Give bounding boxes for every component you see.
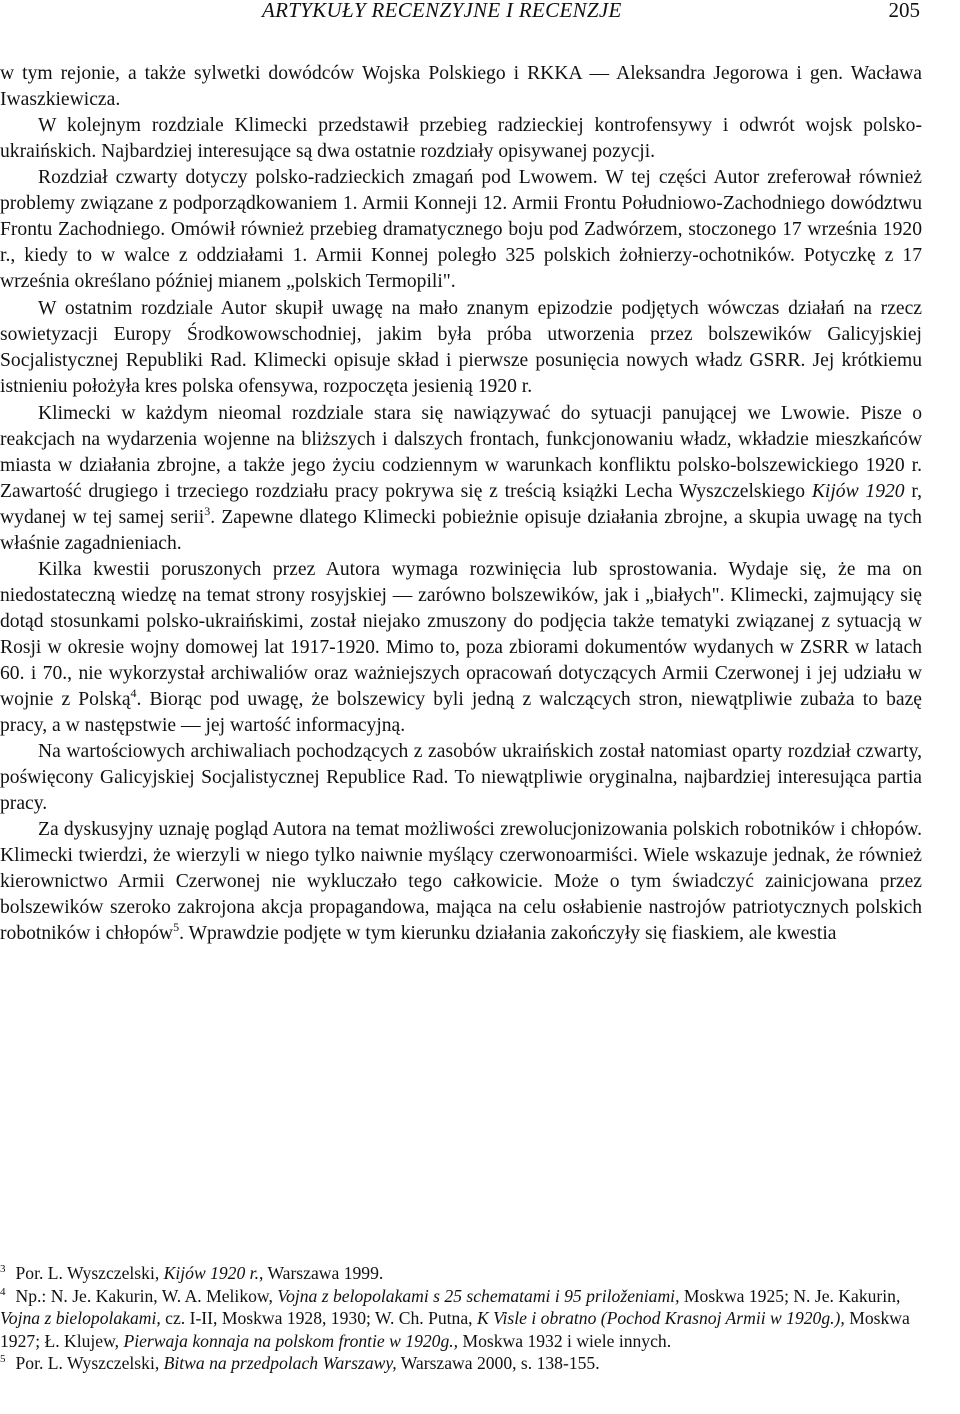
paragraph-5-text-a: Klimecki w każdym nieomal rozdziale stara się nawiązywać do sytuacji panującej we Lwowie. Pisze o reakcjach na wydarzenia wojenne na bliższych i dalszych frontach, funkcjonowaniu władz, wkładzie mieszkańców miasta w działania zbrojne, a także jego życiu codziennym w warunkach konfliktu polsko-bolszewickiego 1920 r. Zawartość drugiego i trzeciego rozdziału pracy pokrywa się z treścią książki Lecha Wyszczelskiego bbox=[0, 403, 922, 502]
article-body bbox=[0, 61, 922, 947]
footnote-3-title: Kijów 1920 r. bbox=[163, 1263, 259, 1283]
paragraph-8 bbox=[0, 817, 922, 947]
paragraph-3: Rozdział czwarty dotyczy polsko-radzieckich zmagań pod Lwowem. W tej części Autor zreferował również problemy związane z podporządkowaniem 1. Armii Konneji 12. Armii Frontu Południowo-Zachodniego dowództwu Frontu Zachodniego. Omówił również przebieg dramatycznego boju pod Zadwórzem, stoczonego 17 września 1920 r., kiedy to w walce z oddziałami 1. Armii Konnej poległo 325 polskich żołnierzy-ochotników. Potyczkę z 17 września określano później mianem „polskich Termopili". bbox=[0, 167, 922, 292]
footnote-4-text-c: cz. I-II, Moskwa 1928, 1930; W. Ch. Putna, bbox=[160, 1308, 477, 1329]
page-number: 205 bbox=[888, 0, 920, 22]
footnote-5-number: 5 bbox=[0, 1353, 6, 1366]
book-title-kijow: Kijów 1920 bbox=[811, 481, 905, 502]
footnote-5-text-b: Warszawa 2000, s. 138-155. bbox=[396, 1353, 600, 1374]
footnote-3 bbox=[0, 1262, 930, 1285]
paragraph-6 bbox=[0, 557, 922, 739]
footnote-5 bbox=[0, 1352, 930, 1375]
footnote-ref-4[interactable]: 4 bbox=[130, 686, 137, 700]
paragraph-7: Na wartościowych archiwaliach pochodzących z zasobów ukraińskich został natomiast oparty rozdział czwarty, poświęcony Galicyjskiej Socjalistycznej Republice Rad. To niewątpliwie oryginalna, najbardziej interesująca partia pracy. bbox=[0, 741, 922, 814]
footnote-4-text-b: Moskwa 1925; N. Je. Kakurin, bbox=[679, 1285, 901, 1306]
paragraph-6-text-a: Kilka kwestii poruszonych przez Autora wymaga rozwinięcia lub sprostowania. Wydaje się, że ma on niedostateczną wiedzę na temat strony rosyjskiej — zarówno bolszewików, jak i „białych". Klimecki, zajmujący się dotąd stosunkami polsko-ukraińskimi, został niejako zmuszony do podjęcia także tematyki związanej z sytuacją w Rosji w okresie wojny domowej lat 1917-1920. Mimo to, poza zbiorami dokumentów wydanych w ZSRR w latach 60. i 70., nie wykorzystał archiwaliów oraz ważniejszych opracowań dotyczących Armii Czerwonej i jej udziału w wojnie z Polską bbox=[0, 559, 922, 710]
footnote-5-title: Bitwa na przedpolach Warszawy, bbox=[163, 1353, 397, 1374]
footnote-5-text-a: Por. L. Wyszczelski, bbox=[15, 1353, 164, 1374]
running-header bbox=[262, 0, 920, 26]
footnote-4-text-a: Np.: N. Je. Kakurin, W. A. Melikow, bbox=[15, 1285, 278, 1306]
paragraph-4: W ostatnim rozdziale Autor skupił uwagę na mało znanym epizodzie podjętych wówczas działań na rzecz sowietyzacji Europy Środkowowschodniej, jakim była próba utworzenia przez bolszewików Galicyjskiej Socjalistycznej Republiki Rad. Klimecki opisuje skład i pierwsze posunięcia nowych władz GSRR. Jej krótkiemu istnieniu położyła kres polska ofensywa, rozpoczęta jesienią 1920 r. bbox=[0, 298, 922, 397]
footnote-4-title-2: Vojna z bielopolakami, bbox=[0, 1308, 161, 1329]
paragraph-2: W kolejnym rozdziale Klimecki przedstawił przebieg radzieckiej kontrofensywy i odwrót wojsk polsko-ukraińskich. Najbardziej interesujące są dwa ostatnie rozdziały opisywanej pozycji. bbox=[0, 115, 922, 162]
footnote-3-text-a: Por. L. Wyszczelski, bbox=[15, 1263, 164, 1283]
footnote-4-number: 4 bbox=[0, 1285, 6, 1298]
footnote-4-text-d: Moskwa 1927; Ł. Klujew, bbox=[0, 1308, 910, 1351]
footnote-4-title-1: Vojna z belopolakami s 25 schematami i 95 priloženiami, bbox=[277, 1285, 680, 1306]
footnote-4-title-3: K Visle i obratno (Pochod Krasnoj Armii w 1920g.), bbox=[476, 1308, 845, 1329]
paragraph-8-text-b: . Wprawdzie podjęte w tym kierunku działania zakończyły się fiaskiem, ale kwestia bbox=[179, 923, 837, 944]
footnote-ref-5[interactable]: 5 bbox=[173, 920, 180, 934]
footnote-3-number: 3 bbox=[0, 1263, 6, 1275]
footnote-3-text-b: , Warszawa 1999. bbox=[258, 1263, 384, 1283]
paragraph-6-text-b: . Biorąc pod uwagę, że bolszewicy byli jedną z walczących stron, niewątpliwie zubaża to bazę pracy, a w następstwie — jej wartość informacyjną. bbox=[0, 689, 922, 736]
running-title: ARTYKUŁY RECENZYJNE I RECENZJE bbox=[262, 0, 622, 22]
paragraph-1: w tym rejonie, a także sylwetki dowódców Wojska Polskiego i RKKA — Aleksandra Jegorowa i gen. Wacława Iwaszkiewicza. bbox=[0, 63, 922, 110]
footnote-ref-3[interactable]: 3 bbox=[204, 504, 211, 518]
footnotes bbox=[0, 1262, 930, 1375]
footnote-4-text-e: Moskwa 1932 i wiele innych. bbox=[458, 1330, 672, 1351]
paragraph-5-text-b: r, wydanej w tej samej serii bbox=[0, 481, 922, 528]
paragraph-8-text-a: Za dyskusyjny uznaję pogląd Autora na temat możliwości zrewolucjonizowania polskich robotników i chłopów. Klimecki twierdzi, że wierzyli w niego tylko naiwnie myślący czerwonoarmiści. Wiele wskazuje jednak, że również kierownictwo Armii Czerwonej nie wykluczało tego całkowicie. Może o tym świadczyć zainicjowana przez bolszewików szeroko zakrojona akcja propagandowa, mająca na celu osłabienie nastrojów patriotycznych polskich robotników i chłopów bbox=[0, 819, 922, 944]
paragraph-5 bbox=[0, 401, 922, 557]
footnote-4-title-4: Pierwaja konnaja na polskom frontie w 1920g., bbox=[123, 1330, 459, 1351]
paragraph-5-text-c: . Zapewne dlatego Klimecki pobieżnie opisuje działania zbrojne, a skupia uwagę na tych właśnie zagadnieniach. bbox=[0, 507, 922, 554]
footnote-4 bbox=[0, 1285, 930, 1353]
